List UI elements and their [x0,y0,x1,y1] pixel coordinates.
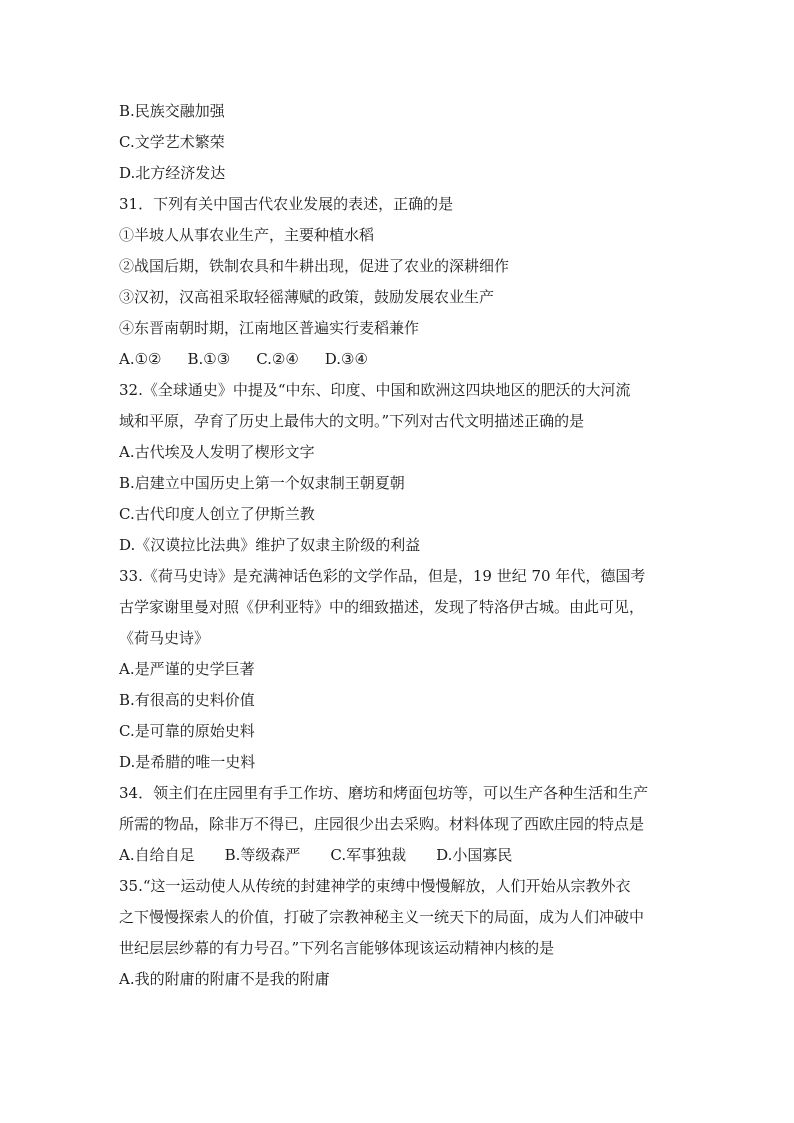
q33-option-a: A.是严谨的史学巨著 [119,660,255,678]
q30-option-b: B.民族交融加强 [119,102,225,120]
q34-option-d: D.小国寡民 [436,846,513,864]
exam-page [119,96,679,995]
q32-option-c: C.古代印度人创立了伊斯兰教 [119,505,315,523]
q34-stem-line-1: 34．领主们在庄园里有手工作坊、磨坊和烤面包坊等，可以生产各种生活和生产 [119,784,649,802]
q33-stem-line-3: 《荷马史诗》 [119,629,210,647]
q35-stem-line-3: 世纪层层纱幕的有力号召。”下列名言能够体现该运动精神内核的是 [119,939,555,957]
q34-options [119,840,679,871]
q32-stem-line-2: 域和平原，孕育了历史上最伟大的文明。”下列对古代文明描述正确的是 [119,412,585,430]
q32-option-a: A.古代埃及人发明了楔形文字 [119,443,315,461]
q32-option-b: B.启建立中国历史上第一个奴隶制王朝夏朝 [119,474,405,492]
q32-stem-line-1: 32.《全球通史》中提及“中东、印度、中国和欧洲这四块地区的肥沃的大河流 [119,381,631,399]
q33-stem-line-2: 古学家谢里曼对照《伊利亚特》中的细致描述，发现了特洛伊古城。由此可见， [119,598,645,616]
q35-stem-line-2: 之下慢慢探索人的价值，打破了宗教神秘主义一统天下的局面，成为人们冲破中 [119,908,645,926]
q35-stem-line-1: 35.“这一运动使人从传统的封建神学的束缚中慢慢解放，人们开始从宗教外衣 [119,877,631,895]
q33-option-b: B.有很高的史料价值 [119,691,255,709]
q31-options [119,344,679,375]
q34-option-c: C.军事独裁 [330,846,407,864]
q32-option-d: D.《汉谟拉比法典》维护了奴隶主阶级的利益 [119,536,421,554]
q30-option-d: D.北方经济发达 [119,164,226,182]
q31-statement-3: ③汉初，汉高祖采取轻徭薄赋的政策，鼓励发展农业生产 [119,288,495,306]
q31-option-c: C.②④ [256,350,299,368]
q31-stem: 31．下列有关中国古代农业发展的表述，正确的是 [119,195,454,213]
q31-option-b: B.①③ [187,350,231,368]
q31-statement-1: ①半坡人从事农业生产，主要种植水稻 [119,226,375,244]
q31-statement-2: ②战国后期，铁制农具和牛耕出现，促进了农业的深耕细作 [119,257,510,275]
q34-option-b: B.等级森严 [224,846,301,864]
q35-option-a: A.我的附庸的附庸不是我的附庸 [119,970,330,988]
q33-option-d: D.是希腊的唯一史料 [119,753,256,771]
q33-option-c: C.是可靠的原始史料 [119,722,255,740]
q31-statement-4: ④东晋南朝时期，江南地区普遍实行麦稻兼作 [119,319,420,337]
q31-option-d: D.③④ [324,350,368,368]
q31-option-a: A.①② [119,350,162,368]
q34-option-a: A.自给自足 [119,846,195,864]
q34-stem-line-2: 所需的物品，除非万不得已，庄园很少出去采购。材料体现了西欧庄园的特点是 [119,815,645,833]
q30-option-c: C.文学艺术繁荣 [119,133,225,151]
q33-stem-line-1: 33.《荷马史诗》是充满神话色彩的文学作品，但是，19 世纪 70 年代，德国考 [119,567,646,585]
